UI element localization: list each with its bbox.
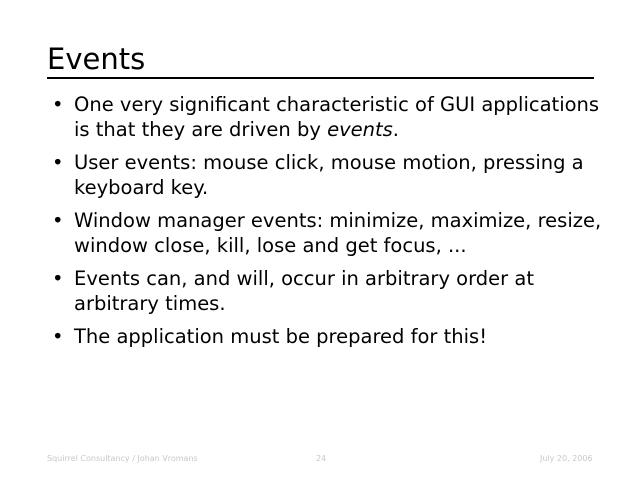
footer-page-number: 24 — [316, 454, 327, 463]
bullet-text-end: . — [392, 118, 399, 141]
bullet-item — [52, 92, 612, 142]
bullet-marker: • — [52, 209, 64, 232]
bullet-item — [52, 324, 612, 349]
bullet-item — [52, 208, 612, 258]
bullet-item — [52, 266, 612, 316]
slide-title: Events — [47, 42, 146, 76]
bullet-text: User events: mouse click, mouse motion, pressing a keyboard key. — [74, 151, 584, 199]
bullet-item — [52, 150, 612, 200]
bullet-list — [52, 92, 612, 357]
bullet-text: Window manager events: minimize, maximize, resize, window close, kill, lose and get focus, ... — [74, 209, 602, 257]
bullet-marker: • — [52, 325, 64, 348]
bullet-emphasis: events — [327, 118, 393, 141]
bullet-text: The application must be prepared for this! — [74, 325, 488, 348]
bullet-marker: • — [52, 151, 64, 174]
footer-date: July 20, 2006 — [540, 454, 593, 463]
bullet-marker: • — [52, 267, 64, 290]
bullet-text: One very significant characteristic of GUI applications is that they are driven by — [74, 93, 600, 141]
title-underline — [47, 77, 594, 79]
bullet-text: Events can, and will, occur in arbitrary order at arbitrary times. — [74, 267, 534, 315]
bullet-marker: • — [52, 93, 64, 116]
footer-author: Squirrel Consultancy / Johan Vromans — [47, 454, 198, 463]
